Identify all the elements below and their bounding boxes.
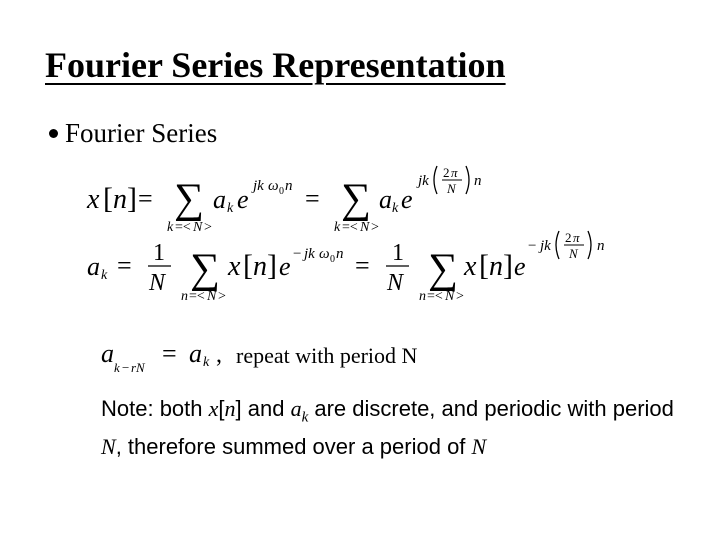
svg-text:N: N	[569, 246, 578, 261]
svg-text:−: −	[293, 246, 302, 262]
svg-text:rN: rN	[131, 360, 145, 375]
svg-text:e: e	[514, 252, 526, 281]
svg-text:e: e	[279, 252, 291, 281]
note-paragraph	[101, 394, 681, 462]
svg-text:n: n	[113, 184, 127, 215]
svg-text:k: k	[101, 268, 108, 283]
svg-text:jk: jk	[253, 178, 264, 194]
svg-text:∑: ∑	[428, 246, 458, 292]
svg-text:=<: =<	[175, 220, 191, 235]
svg-text:jk: jk	[540, 238, 551, 254]
note-text-3: are discrete, and periodic with period	[308, 396, 674, 421]
svg-text:n: n	[597, 238, 605, 254]
svg-text:k: k	[392, 201, 399, 216]
svg-text:N: N	[360, 220, 370, 235]
slide-title: Fourier Series Representation	[45, 45, 506, 85]
repeat-text	[236, 343, 417, 369]
svg-text:=: =	[117, 251, 132, 280]
svg-text:]: ]	[127, 182, 137, 215]
svg-text:[: [	[103, 182, 113, 215]
svg-text:[: [	[479, 249, 489, 282]
svg-text:N: N	[447, 181, 456, 196]
analysis-equation	[87, 230, 605, 304]
svg-text:∑: ∑	[341, 176, 371, 222]
bullet-label: Fourier Series	[65, 118, 218, 148]
svg-text:∑: ∑	[190, 246, 220, 292]
svg-text:∑: ∑	[174, 176, 204, 222]
svg-text:=<: =<	[342, 220, 358, 235]
svg-text:>: >	[456, 289, 464, 304]
svg-text:π: π	[573, 230, 580, 245]
svg-text:jk: jk	[304, 246, 315, 262]
svg-text:=: =	[162, 339, 177, 368]
note-bracket: [	[218, 396, 225, 421]
svg-text:n: n	[285, 178, 293, 194]
svg-text:a: a	[379, 185, 392, 214]
svg-text:2: 2	[443, 165, 450, 180]
svg-text:1: 1	[153, 240, 165, 266]
note-N1: N	[101, 434, 116, 460]
svg-text:e: e	[237, 185, 249, 214]
svg-text:k: k	[114, 360, 120, 375]
svg-text:a: a	[87, 252, 100, 281]
svg-text:=: =	[355, 251, 370, 280]
svg-text:x: x	[87, 184, 100, 215]
svg-text:>: >	[371, 220, 379, 235]
svg-text:,: ,	[216, 342, 222, 368]
synthesis-equation	[86, 165, 482, 235]
svg-text:=: =	[305, 184, 320, 213]
note-text-2: ] and	[235, 396, 291, 421]
svg-text:=<: =<	[427, 289, 443, 304]
svg-text:>: >	[204, 220, 212, 235]
svg-text:0: 0	[279, 186, 284, 197]
svg-text:N: N	[193, 220, 203, 235]
svg-text:a: a	[189, 339, 202, 368]
note-N2: N	[471, 434, 487, 460]
svg-text:a: a	[213, 185, 226, 214]
svg-text:2: 2	[565, 230, 572, 245]
svg-text:N: N	[207, 289, 217, 304]
svg-text:k: k	[203, 355, 210, 370]
svg-text:−: −	[528, 238, 537, 254]
svg-text:]: ]	[503, 249, 513, 282]
svg-text:x: x	[228, 251, 241, 282]
note-text-1: Note: both	[101, 396, 209, 421]
note-a: a	[290, 396, 302, 421]
note-k: k	[301, 409, 309, 426]
svg-text:[: [	[243, 249, 253, 282]
note-text-4: , therefore summed over a period of	[115, 434, 472, 460]
svg-text:k: k	[334, 220, 341, 235]
svg-text:=<: =<	[189, 289, 205, 304]
svg-text:=: =	[138, 184, 153, 213]
note-n: n	[224, 396, 236, 421]
svg-text:N: N	[445, 289, 455, 304]
svg-text:n: n	[419, 289, 426, 304]
svg-text:n: n	[474, 173, 482, 189]
svg-text:jk: jk	[418, 173, 429, 189]
svg-text:k: k	[167, 220, 174, 235]
svg-text:x: x	[464, 251, 477, 282]
svg-text:ω: ω	[268, 178, 279, 194]
svg-text:N: N	[387, 270, 404, 296]
svg-text:n: n	[336, 246, 344, 262]
svg-text:a: a	[101, 339, 114, 368]
repeat-label: repeat with period N	[236, 343, 418, 368]
svg-text:0: 0	[330, 254, 335, 265]
svg-text:ω: ω	[319, 246, 330, 262]
svg-text:π: π	[451, 165, 458, 180]
svg-text:−: −	[122, 360, 130, 375]
svg-text:N: N	[149, 270, 166, 296]
svg-text:]: ]	[267, 249, 277, 282]
svg-text:e: e	[401, 185, 413, 214]
svg-text:1: 1	[392, 240, 404, 266]
svg-text:>: >	[218, 289, 226, 304]
svg-text:n: n	[181, 289, 188, 304]
note-x: x	[208, 396, 219, 421]
svg-text:n: n	[489, 251, 503, 282]
svg-text:k: k	[227, 201, 234, 216]
svg-text:n: n	[253, 251, 267, 282]
periodicity-equation	[101, 339, 222, 375]
